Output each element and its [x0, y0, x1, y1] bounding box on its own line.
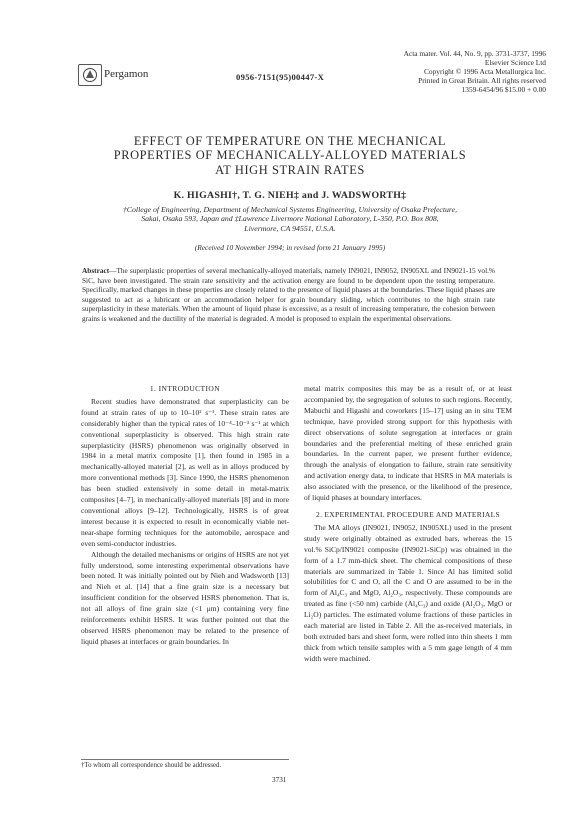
journal-ref-line: 1359-6454/96 $15.00 + 0.00 [461, 84, 546, 94]
paragraph: Although the detailed mechanisms or origins of HSRS are not yet fully understood, some interesting experimental observations have been noted. It was initially pointed out by Nieh and Wadsworth [13] and Nieh et al. [14] that a fine grain size is a necessary but insufficient condition for the observed HSRS phenomenon. That is, not all alloys of fine grain size (<1 μm) containing very fine reinforcements exhibit HSRS. It was further pointed out that the observed HSRS phenomenon may be related to the presence of liquid phases at interfaces or grain boundaries. In [81, 549, 289, 646]
affiliations [95, 205, 485, 233]
section-2-heading: 2. EXPERIMENTAL PROCEDURE AND MATERIALS [316, 509, 500, 519]
right-column [304, 384, 512, 665]
paragraph: Recent studies have demonstrated that superplasticity can be found at strain rates of up to 10–10² s⁻¹. These strain rates are considerably higher than the typical rates of 10⁻⁴–10⁻³ s⁻¹ at which conventional superplasticity is observed. This high strain rate superplasticity (HSRS) phenomenon was originally observed in 1984 in a metal matrix composite [1], then found in 1985 in a mechanically-alloyed material [2], as well as in alloys produced by more conventional methods [3]. Since 1990, the HSRS phenomenon has been studied extensively in some detail in metal-matrix composites [4–7], in mechanically-alloyed materials [8] and in more conventional alloys [9–12]. Technologically, HSRS is of great interest because it is expected to result in economically viable net-near-shape forming techniques for the automobile, aerospace and even semi-conductor industries. [81, 396, 289, 548]
abstract [82, 266, 495, 324]
affiliation-line: †College of Engineering, Department of Mechanical Systems Engineering, University of Osaka Prefecture, [122, 205, 458, 214]
paper-title [60, 134, 520, 177]
page-number: 3731 [272, 776, 287, 784]
journal-reference [336, 50, 546, 95]
journal-ref-line: Acta mater. Vol. 44, No. 9, pp. 3731-3737, 1996 [403, 49, 546, 58]
paragraph: The MA alloys (IN9021, IN9052, IN905XL) used in the present study were originally obtained as extruded bars, whereas the 15 vol.% SiCp/IN9021 composite (IN9021-SiCp) was obtained in the form of a 1.7 mm-thick sheet. The chemical compositions of these materials are summarized in Table 1. Since Al has limited solid solubilities for C and O, all the C and O are assumed to be in the form of Al₄C₃ and MgO, Al₂O₃, respectively. These compounds are treated as fine (<50 nm) carbide (Al₄C₃) and oxide (Al₂O₃, MgO or Li₂O) particles. The estimated volume fractions of these particles in each material are listed in Table 2. All the as-received materials, in both extruded bars and sheet form, were rolled into thin sheets 1 mm thick from which tensile samples with a 5 mm gage length of 4 mm width were machined. [304, 522, 512, 663]
publisher-logo-block [78, 64, 168, 86]
paragraph: metal matrix composites this may be as a result of, or at least accompanied by, the segregation of solutes to such regions. Recently, Mabuchi and Higashi and coworkers [15–17] using an in situ TEM technique, have provided strong support for this hypothesis with direct observations of solute segregation at interfaces or grain boundaries and the preferential melting of these enriched grain boundaries. In the current paper, we present further evidence, through the analysis of elongation to failure, strain rate sensitivity and activation energy data, to indicate that HSRS in MA materials is also associated with the presence, or the likelihood of the presence, of liquid phases at boundary interfaces. [304, 384, 512, 503]
abstract-label: Abstract [82, 266, 110, 275]
footnote: †To whom all correspondence should be addressed. [81, 759, 289, 769]
title-line: EFFECT OF TEMPERATURE ON THE MECHANICAL [133, 134, 447, 148]
introduction-heading: 1. INTRODUCTION [149, 384, 221, 393]
abstract-text: —The superplastic properties of several mechanically-alloyed materials, namely IN9021, IN9052, IN905XL and IN9021-15 vol.% SiC, have been investigated. The strain rate sensitivity and the activation energy are found to be dependent upon the testing temperature. Specifically, marked changes in these properties are closely related to the presence of liquid phases at the boundaries. These liquid phases are suggested to act as a lubricant or an accommodation helper for grain boundary sliding, which contributes to the high strain rate superplasticity in these materials. When the amount of liquid phase is excessive, as a result of increasing temperature, the cohesion between grains is weakened and the ductility of the material is degraded. A model is proposed to explain the experimental observations. [82, 266, 495, 323]
journal-ref-line: Copyright © 1996 Acta Metallurgica Inc. [423, 66, 546, 76]
author-list: K. HIGASHI†, T. G. NIEH‡ and J. WADSWORTH‡ [173, 190, 407, 201]
title-line: PROPERTIES OF MECHANICALLY-ALLOYED MATERIALS [113, 148, 467, 163]
title-line: AT HIGH STRAIN RATES [215, 162, 365, 177]
received-dates: (Received 10 November 1994; in revised form 21 January 1995) [194, 243, 386, 252]
affiliation-line: Livermore, CA 94551, U.S.A. [244, 223, 336, 233]
pergamon-logo-icon [78, 64, 102, 86]
left-column [81, 384, 289, 648]
pii-code: 0956-7151(95)00447-X [236, 72, 325, 82]
affiliation-line: Sakai, Osaka 593, Japan and ‡Lawrence Livermore National Laboratory, L-350, P.O. Box 808, [141, 214, 439, 224]
publisher-name: Pergamon [104, 68, 149, 80]
journal-ref-line: Printed in Great Britain. All rights reserved [418, 75, 546, 85]
journal-ref-line: Elsevier Science Ltd [484, 57, 546, 67]
